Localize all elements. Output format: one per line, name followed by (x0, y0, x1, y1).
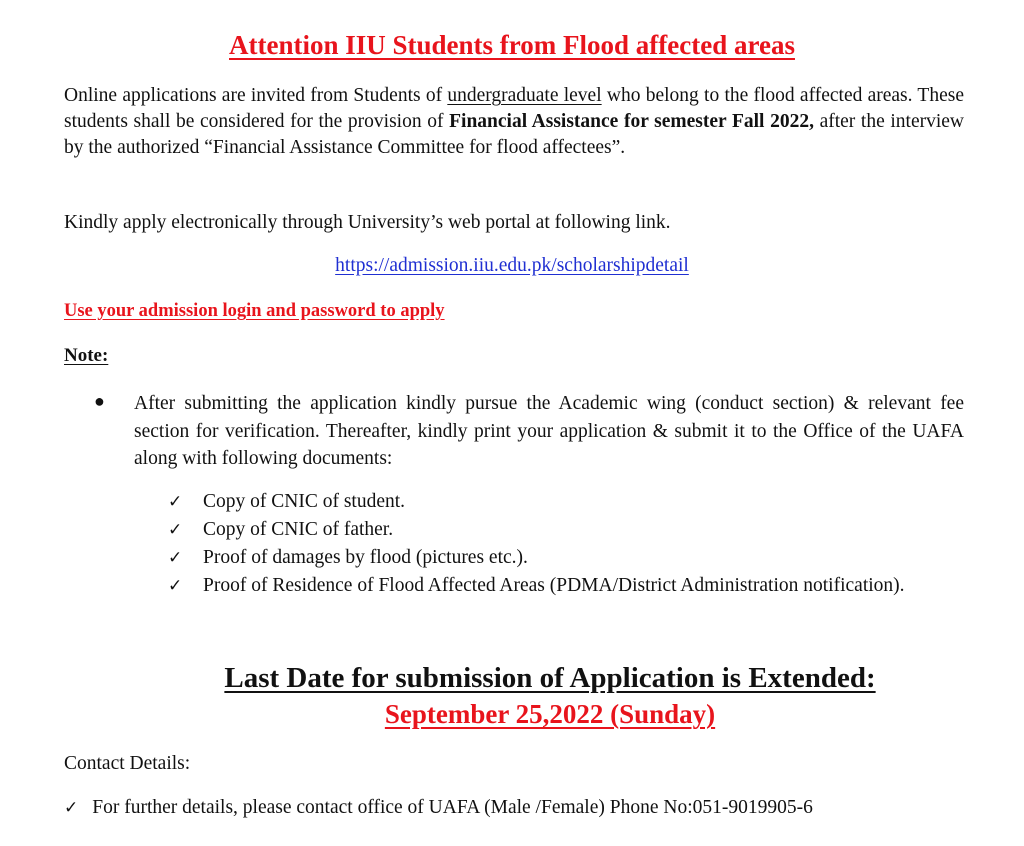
note-heading: Note: (64, 345, 109, 366)
intro-paragraph (64, 83, 964, 161)
intro-text-1: Online applications are invited from Students of (64, 85, 448, 106)
intro-underlined: undergraduate level (447, 85, 602, 106)
checkmark-icon: ✓ (168, 548, 183, 568)
list-item (168, 516, 964, 544)
contact-text: For further details, please contact office of UAFA (Male /Female) Phone No:051-9019905-6 (92, 797, 813, 818)
checkmark-icon: ✓ (168, 520, 183, 540)
checkmark-icon: ✓ (168, 576, 183, 596)
list-item (168, 572, 964, 600)
list-item (168, 488, 964, 516)
note-bullet-text: After submitting the application kindly pursue the Academic wing (conduct section) & relevant fee section for verification. Thereafter, kindly print your application & submit it to the Office of the UAFA along with following documents: (134, 393, 964, 469)
document-label: Proof of Residence of Flood Affected Areas (PDMA/District Administration notification). (203, 575, 905, 596)
intro-bold: Financial Assistance for semester Fall 2022, (449, 111, 814, 132)
deadline-heading: Last Date for submission of Application is Extended: (224, 662, 876, 694)
bullet-dot-icon: ● (94, 391, 105, 411)
document-label: Copy of CNIC of student. (203, 491, 406, 512)
intro-text-2: who belong to the flood affected areas. These students shall be considered for the provision of (64, 85, 964, 132)
list-item (168, 544, 964, 572)
contact-heading: Contact Details: (64, 753, 191, 774)
documents-list (168, 488, 964, 600)
login-warning: Use your admission login and password to apply (64, 301, 445, 321)
scholarship-link[interactable]: https://admission.iiu.edu.pk/scholarshipdetail (335, 255, 689, 276)
deadline-date: September 25,2022 (Sunday) (384, 699, 716, 729)
contact-item (64, 797, 813, 819)
checkmark-icon: ✓ (168, 492, 183, 512)
apply-instruction: Kindly apply electronically through University’s web portal at following link. (64, 212, 671, 233)
checkmark-icon: ✓ (64, 798, 79, 818)
document-label: Proof of damages by flood (pictures etc.). (203, 547, 528, 568)
document-label: Copy of CNIC of father. (203, 519, 394, 540)
page-title: Attention IIU Students from Flood affected areas (229, 30, 795, 60)
intro-text-3: after the interview by the authorized “Financial Assistance Committee for flood affectees”. (64, 111, 965, 158)
